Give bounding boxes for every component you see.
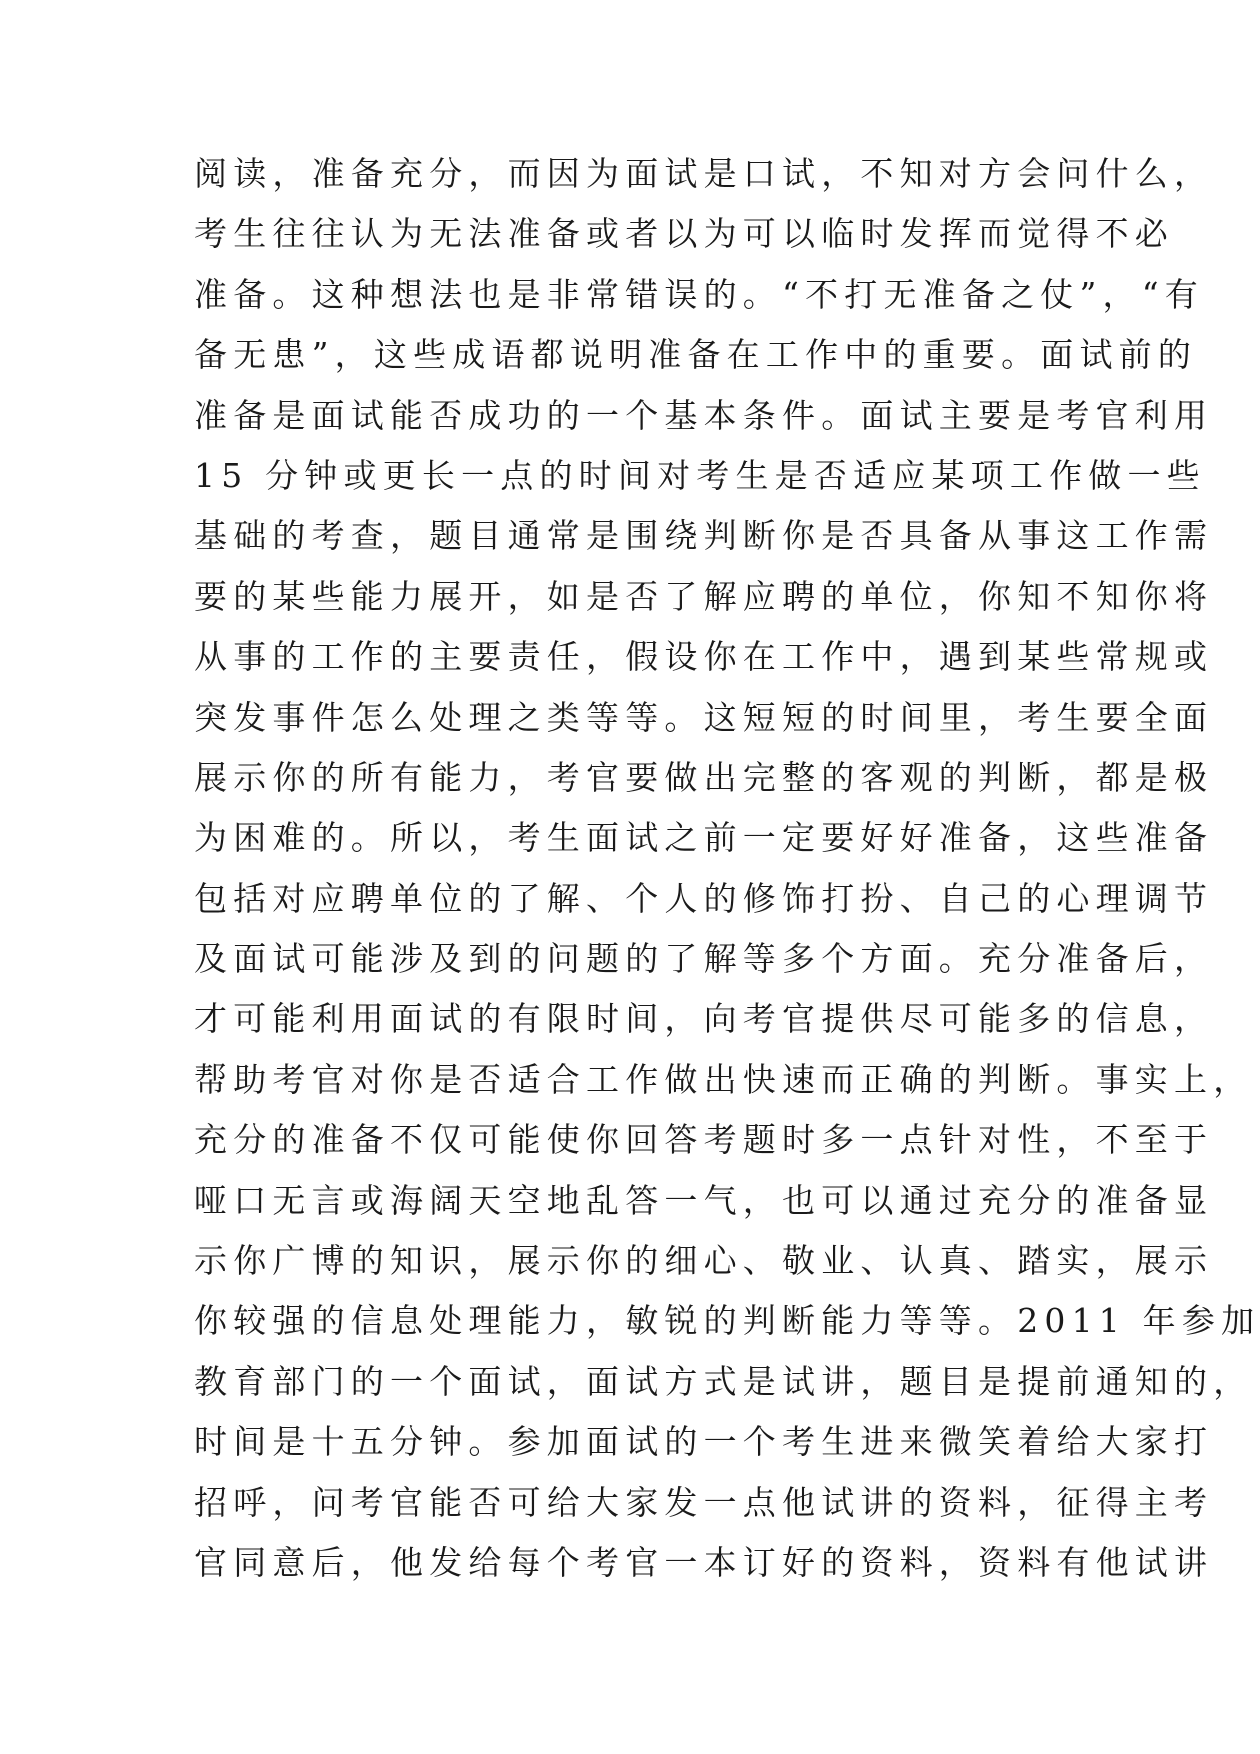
text-line-5: 准备是面试能否成功的一个基本条件。面试主要是考官利用 <box>194 395 1214 435</box>
text-line-3: 准备。这种想法也是非常错误的。“不打无准备之仗”，“有 <box>194 274 1205 314</box>
text-line-6: 15 分钟或更长一点的时间对考生是否适应某项工作做一些 <box>194 455 1206 495</box>
text-line-15: 才可能利用面试的有限时间，向考官提供尽可能多的信息， <box>194 999 1214 1039</box>
text-line-22: 时间是十五分钟。参加面试的一个考生进来微笑着给大家打 <box>194 1422 1214 1462</box>
text-line-14: 及面试可能涉及到的问题的了解等多个方面。充分准备后， <box>194 939 1214 979</box>
text-line-16: 帮助考官对你是否适合工作做出快速而正确的判断。事实上， <box>194 1059 1253 1099</box>
text-line-1: 阅读，准备充分，而因为面试是口试，不知对方会问什么， <box>194 154 1214 193</box>
text-line-2: 考生往往认为无法准备或者以为可以临时发挥而觉得不必 <box>194 214 1174 254</box>
text-line-24: 官同意后，他发给每个考官一本订好的资料，资料有他试讲 <box>194 1542 1214 1582</box>
text-line-17: 充分的准备不仅可能使你回答考题时多一点针对性，不至于 <box>194 1120 1214 1160</box>
text-line-7: 基础的考查，题目通常是围绕判断你是否具备从事这工作需 <box>194 516 1214 556</box>
text-line-21: 教育部门的一个面试，面试方式是试讲，题目是提前通知的， <box>194 1361 1253 1401</box>
text-line-12: 为困难的。所以，考生面试之前一定要好好准备，这些准备 <box>194 818 1214 858</box>
text-line-13: 包括对应聘单位的了解、个人的修饰打扮、自己的心理调节 <box>194 878 1214 918</box>
text-line-4: 备无患”，这些成语都说明准备在工作中的重要。面试前的 <box>194 335 1198 375</box>
text-line-18: 哑口无言或海阔天空地乱答一气，也可以通过充分的准备显 <box>194 1180 1214 1220</box>
text-line-19: 示你广博的知识，展示你的细心、敬业、认真、踏实，展示 <box>194 1241 1214 1281</box>
text-line-10: 突发事件怎么处理之类等等。这短短的时间里，考生要全面 <box>194 697 1214 737</box>
text-line-20: 你较强的信息处理能力，敏锐的判断能力等等。2011 年参加 <box>194 1301 1260 1341</box>
text-line-11: 展示你的所有能力，考官要做出完整的客观的判断，都是极 <box>194 757 1214 797</box>
text-line-9: 从事的工作的主要责任，假设你在工作中，遇到某些常规或 <box>194 637 1214 677</box>
body-text <box>194 144 1260 1593</box>
text-line-23: 招呼，问考官能否可给大家发一点他试讲的资料，征得主考 <box>194 1482 1214 1522</box>
text-line-8: 要的某些能力展开，如是否了解应聘的单位，你知不知你将 <box>194 576 1214 616</box>
